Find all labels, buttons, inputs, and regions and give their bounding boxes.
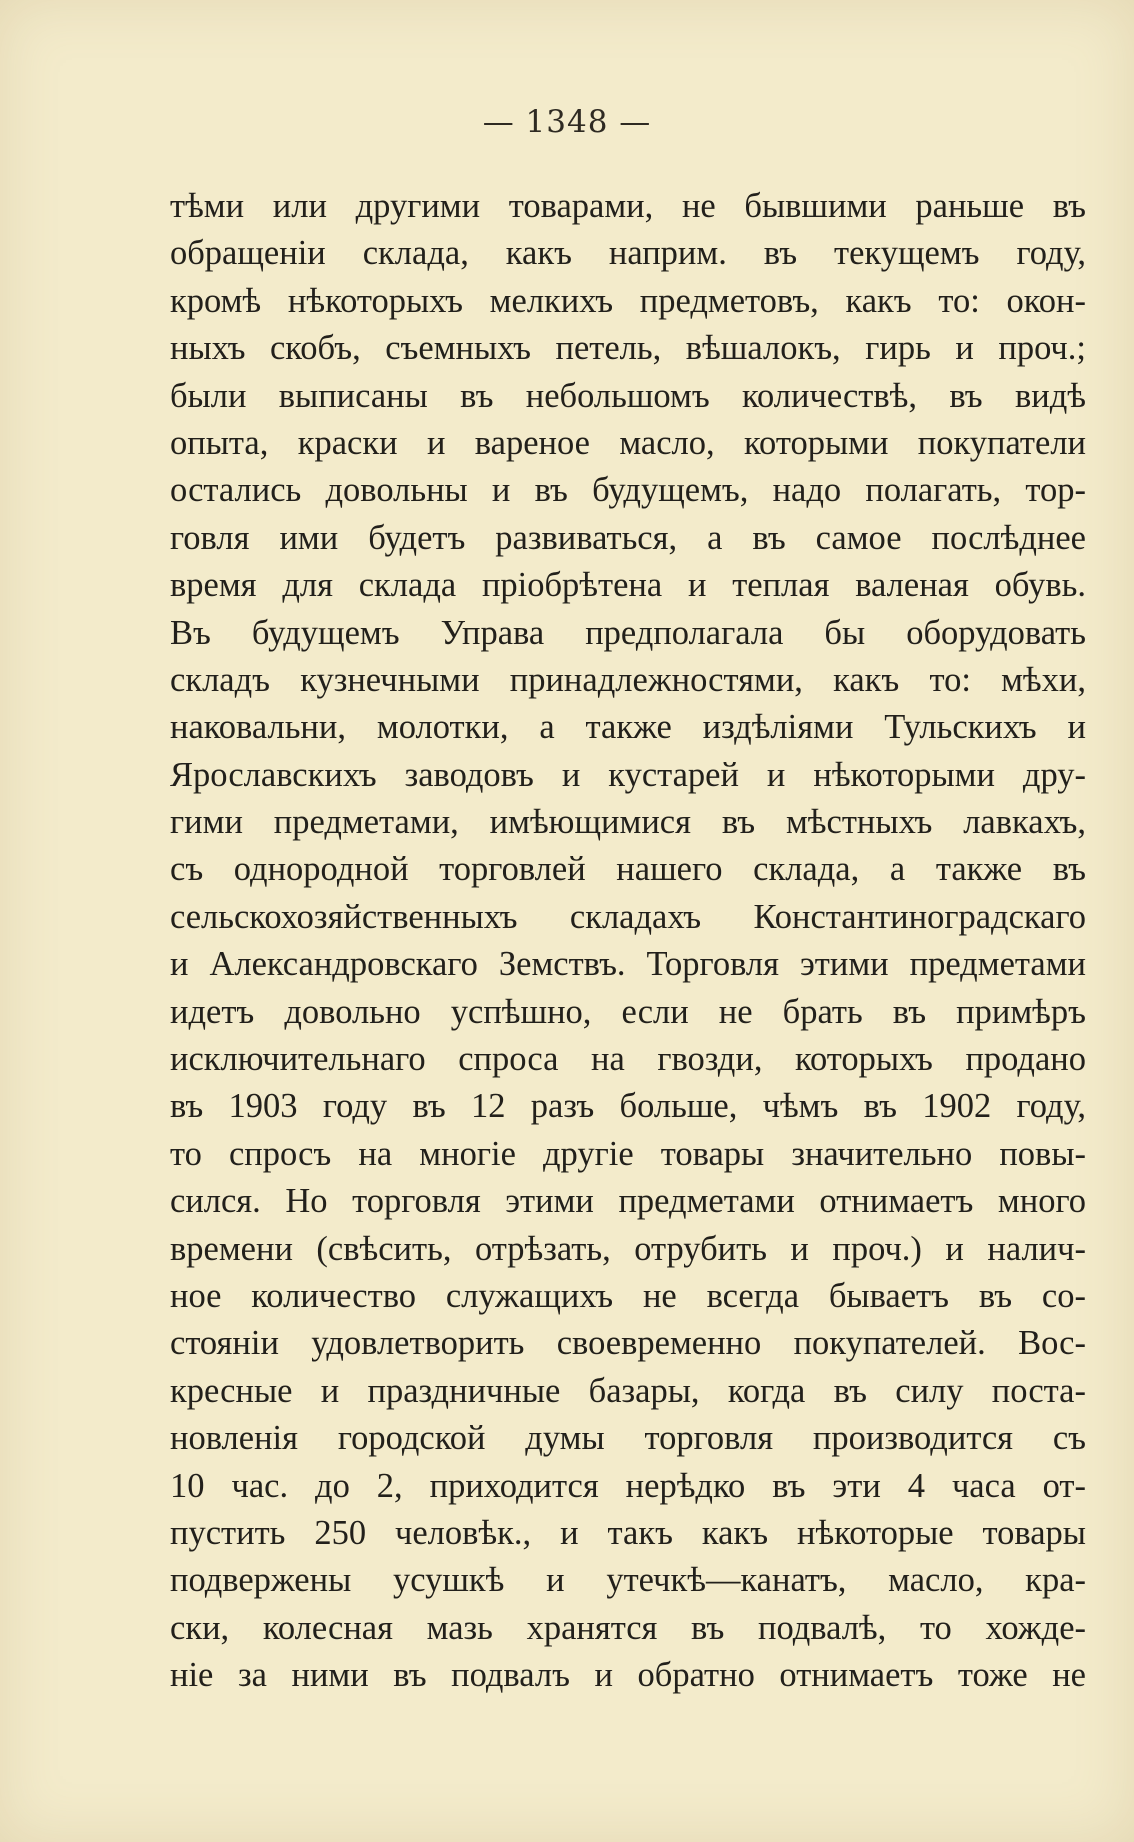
text-line: Въ будущемъ Управа предполагала бы оборудовать	[170, 613, 1086, 652]
text-line: ски, колесная мазь хранятся въ подвалѣ, то хожде-	[170, 1608, 1086, 1647]
text-line: опыта, краски и вареное масло, которыми покупатели	[170, 423, 1086, 462]
text-line: кромѣ нѣкоторыхъ мелкихъ предметовъ, какъ то: окон-	[170, 281, 1086, 320]
text-line: ніе за ними въ подвалъ и обратно отнимаетъ тоже не	[170, 1656, 1086, 1695]
text-line: обращеніи склада, какъ наприм. въ текущемъ году,	[170, 234, 1086, 273]
text-line: съ однородной торговлей нашего склада, а также въ	[170, 850, 1086, 889]
page-number: — 1348 —	[482, 104, 652, 140]
text-line: стояніи удовлетворить своевременно покупателей. Вос-	[170, 1324, 1086, 1363]
text-line: ныхъ скобъ, съемныхъ петель, вѣшалокъ, гирь и проч.;	[170, 329, 1086, 368]
text-line: время для склада пріобрѣтена и теплая валеная обувь.	[170, 566, 1086, 605]
text-line: остались довольны и въ будущемъ, надо полагать, тор-	[170, 471, 1086, 510]
text-line: идетъ довольно успѣшно, если не брать въ примѣръ	[170, 992, 1086, 1031]
text-line: исключительнаго спроса на гвозди, которыхъ продано	[170, 1040, 1086, 1079]
text-line: складъ кузнечными принадлежностями, какъ то: мѣхи,	[170, 660, 1086, 699]
text-line: 10 час. до 2, приходится нерѣдко въ эти 4 часа от-	[170, 1466, 1086, 1505]
text-line: подвержены усушкѣ и утечкѣ—канатъ, масло, кра-	[170, 1561, 1086, 1600]
text-line: Ярославскихъ заводовъ и кустарей и нѣкоторыми дру-	[170, 755, 1086, 794]
text-line: тѣми или другими товарами, не бывшими раньше въ	[170, 187, 1086, 225]
text-line: ное количество служащихъ не всегда бываетъ въ со-	[170, 1276, 1086, 1315]
text-line: говля ими будетъ развиваться, а въ самое послѣднее	[170, 518, 1086, 557]
text-line: въ 1903 году въ 12 разъ больше, чѣмъ въ 1902 году,	[170, 1087, 1086, 1126]
text-line: были выписаны въ небольшомъ количествѣ, въ видѣ	[170, 376, 1086, 415]
body-text	[170, 183, 1086, 1700]
text-line: новленія городской думы торговля производится съ	[170, 1419, 1086, 1458]
text-line: сился. Но торговля этими предметами отнимаетъ много	[170, 1182, 1086, 1221]
text-line: кресные и праздничные базары, когда въ силу поста-	[170, 1371, 1086, 1410]
text-line: времени (свѣсить, отрѣзать, отрубить и проч.) и налич-	[170, 1229, 1086, 1268]
text-line: пустить 250 человѣк., и такъ какъ нѣкоторые товары	[170, 1513, 1086, 1552]
text-line: то спросъ на многіе другіе товары значительно повы-	[170, 1134, 1086, 1173]
text-line: гими предметами, имѣющимися въ мѣстныхъ лавкахъ,	[170, 803, 1086, 842]
text-line: наковальни, молотки, а также издѣліями Тульскихъ и	[170, 708, 1086, 747]
text-line: сельскохозяйственныхъ складахъ Константиноградскаго	[170, 897, 1086, 936]
text-line: и Александровскаго Земствъ. Торговля этими предметами	[170, 945, 1086, 984]
